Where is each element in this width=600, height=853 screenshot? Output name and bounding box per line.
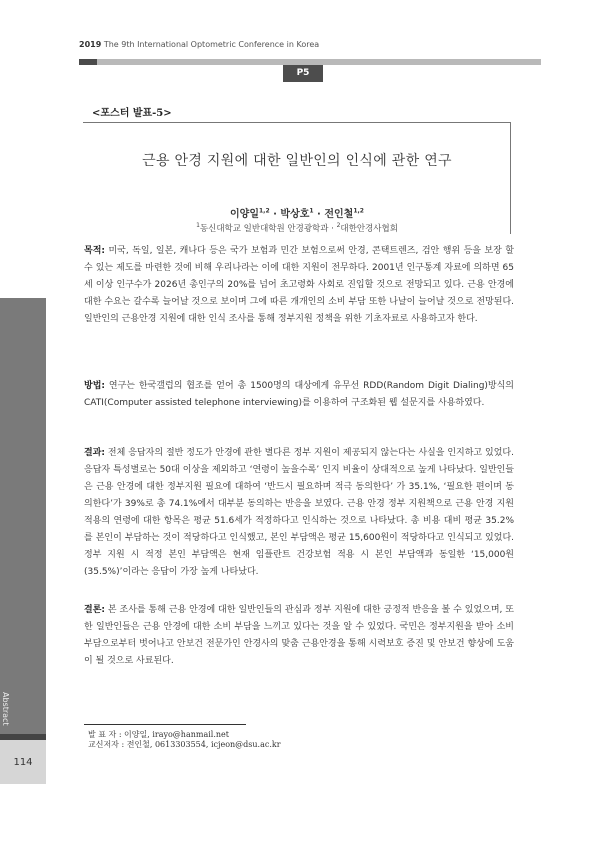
author-separator: · [269,209,281,220]
side-tab-label: Abstract [1,692,10,726]
author-affil-mark: 1 [309,207,314,215]
affil-mark: 2 [336,222,341,230]
page-number: 114 [13,757,33,768]
author-affil-mark: 1,2 [259,207,270,215]
author-name: 이양일 [230,209,259,220]
poster-badge: P5 [283,65,323,82]
footnote-presenter: 발 표 자 : 이양일, irayo@hanmail.net [88,730,230,739]
section-purpose [84,243,514,328]
affil-mark: 1 [196,222,200,230]
footnote-rule [84,724,246,725]
section-conclusion [84,602,514,670]
section-body: 미국, 독일, 일본, 캐나다 등은 국가 보험과 민간 보험으로써 안경, 콘택트렌즈, 검안 행위 등을 보장 할 수 있는 제도를 마련한 것에 비해 우리나라는 이에 대한 지원이 전무하다. 2001년 인구통계 자료에 의하면 65세 이상 인구수가 2026년 총인구의 20%를 넘어 초고령화 사회로 진입할 것으로 전망되고 있다. 근용 안경에 대한 수요는 갈수록 늘어날 것으로 보이며 그에 따른 개개인의 소비 부담 또한 나날이 늘어날 것으로 전망된다. 일반인의 근용안경 지원에 대한 인식 조사를 통해 정부지원 정책을 위한 기초자료로 사용하고자 한다. [84,246,514,324]
affil-text: 대한안경사협회 [340,224,398,234]
author-list [83,205,511,220]
footnote-corresponding: 교신저자 : 전인철, 0613303554, icjeon@dsu.ac.kr [88,740,281,749]
poster-label: <포스터 발표-5> [92,108,172,119]
header-conference: The 9th International Optometric Conference in Korea [103,40,320,49]
header-year: 2019 [79,40,102,49]
running-header [79,40,319,49]
section-label: 목적: [84,246,105,256]
section-method [84,378,514,412]
side-tab [0,298,46,734]
section-result [84,445,514,581]
section-label: 방법: [84,381,105,391]
section-body: 본 조사를 통해 근용 안경에 대한 일반인들의 관심과 정부 지원에 대한 긍정적 반응을 볼 수 있었으며, 또한 일반인들은 근용 안경에 대한 소비 부담을 느끼고 있다는 것을 알 수 있었다. 국민은 정부지원을 받아 소비부담으로부터 벗어나고 안보건 전문가인 안경사의 맞춤 근용안경을 통해 시력보호 증진 및 안보건 향상에 도움이 될 것으로 사료된다. [84,605,514,666]
author-separator: · [313,209,325,220]
author-name: 박상호 [280,209,310,220]
section-label: 결과: [84,448,105,458]
affil-text: 동신대학교 일반대학원 안경광학과 · [199,224,337,234]
author-affil-mark: 1,2 [353,207,364,215]
header-rule-accent [79,59,97,65]
section-label: 결론: [84,605,105,615]
author-name: 전인철 [324,209,354,220]
section-body: 전체 응답자의 절반 정도가 안경에 관한 별다른 정부 지원이 제공되지 않는다는 사실을 인지하고 있었다. 응답자 특성별로는 50대 이상을 제외하고 ‘연령이 높을수록’ 인지 비율이 상대적으로 높게 나타났다. 일반인들은 근용 안경에 대한 정부지원 필요에 대하여 ‘반드시 필요하며 적극 동의한다’ 가 35.1%, ‘필요한 편이며 동의한다’가 39%로 총 74.1%에서 대부분 동의하는 반응을 보였다. 근용 안경 정부 지원책으로 근용 안경 지원 적용의 연령에 대한 항목은 평균 51.6세가 적정하다고 인식하는 것으로 나타났다. 총 비용 대비 평균 35.2%를 본인이 부담하는 것이 적당하다고 인식했고, 본인 부담액은 평균 15,600원이 적당하다고 인식되고 있었다. 정부 지원 시 적정 본인 부담액은 현재 임플란트 건강보험 적용 시 본인 부담액과 동일한 ‘15,000원(35.5%)’이라는 응답이 가장 높게 나타났다. [84,448,514,577]
section-body: 연구는 한국갤럽의 협조를 얻어 총 1500명의 대상에게 유무선 RDD(Random Digit Dialing)방식의 CATI(Computer assisted telephone interviewing)를 이용하여 구조화된 웹 설문지를 사용하였다. [84,381,514,408]
affiliation [83,222,511,234]
paper-title: 근용 안경 지원에 대한 일반인의 인식에 관한 연구 [142,153,452,169]
